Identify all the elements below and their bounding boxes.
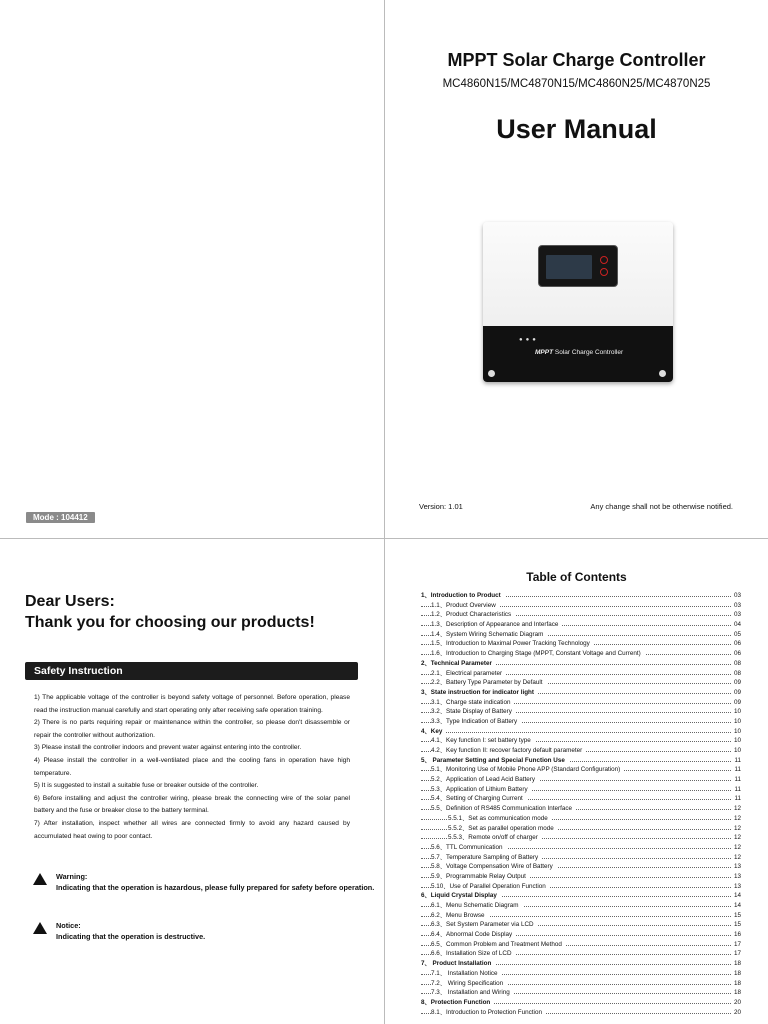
toc-dot-leader (421, 732, 731, 733)
toc-entry-title: 5.5.2、Set as parallel operation mode (448, 824, 558, 834)
section-title-bar (25, 662, 358, 680)
toc-entry-page: 09 (731, 688, 741, 698)
list-item: 7) After installation, inspect whether all wires are connected firmly to avoid any hazard caused by accumulated heat owing to poor contact. (34, 819, 350, 840)
toc-entry[interactable] (421, 959, 741, 969)
toc-entry[interactable] (421, 949, 741, 959)
device-screw-icon (488, 370, 495, 377)
toc-entry[interactable] (421, 804, 741, 814)
toc-entry-title: 5.5、Definition of RS485 Communication Interface (431, 804, 576, 814)
safety-instruction-page (0, 539, 384, 1024)
list-item: 5) It is suggested to install a suitable fuse or breaker outside of the controller. (34, 782, 259, 790)
toc-entry-title: 5.6、TTL Communication (431, 843, 507, 853)
toc-entry-title: 4、Key (421, 727, 446, 737)
device-lcd-panel (538, 245, 618, 287)
toc-entry[interactable] (421, 785, 741, 795)
toc-entry[interactable] (421, 862, 741, 872)
toc-entry-title: 6、Liquid Crystal Display (421, 891, 501, 901)
toc-entry-title: 2.2、Battery Type Parameter by Default (431, 678, 547, 688)
mode-badge: Mode : 104412 (26, 512, 95, 523)
toc-entry-title: 5.1、Monitoring Use of Mobile Phone APP (Standard Configuration) (431, 765, 624, 775)
toc-entry[interactable] (421, 843, 741, 853)
toc-entry-title: 5.4、Setting of Charging Current (431, 794, 527, 804)
toc-entry[interactable] (421, 891, 741, 901)
toc-list (421, 591, 741, 1017)
toc-entry-title: 6.3、Set System Parameter via LCD (431, 920, 538, 930)
toc-entry-page: 14 (731, 901, 741, 911)
toc-entry-page: 18 (731, 988, 741, 998)
back-cover-page (0, 0, 384, 538)
toc-entry-page: 20 (731, 1008, 741, 1018)
toc-entry-title: 5、 Parameter Setting and Special Function Use (421, 756, 569, 766)
toc-entry[interactable] (421, 988, 741, 998)
toc-entry-title: 1、Introduction to Product (421, 591, 505, 601)
toc-entry-title: 5.2、Application of Lead Acid Battery (431, 775, 539, 785)
device-button-icon (600, 256, 608, 264)
toc-entry-title: 7.3、 Installation and Wiring (431, 988, 514, 998)
toc-entry-title: 5.3、Application of Lithium Battery (431, 785, 532, 795)
toc-entry[interactable] (421, 736, 741, 746)
toc-entry-title: 3.2、State Display of Battery (431, 707, 516, 717)
toc-entry[interactable] (421, 794, 741, 804)
toc-entry-title: 2.1、Electrical parameter (431, 669, 506, 679)
toc-entry-page: 15 (731, 911, 741, 921)
toc-entry[interactable] (421, 1008, 741, 1018)
toc-entry-page: 03 (731, 601, 741, 611)
toc-entry-page: 18 (731, 959, 741, 969)
toc-entry[interactable] (421, 765, 741, 775)
toc-entry-page: 17 (731, 949, 741, 959)
toc-entry-title: 1.4、System Wiring Schematic Diagram (431, 630, 547, 640)
toc-entry[interactable] (421, 872, 741, 882)
list-item: 4) Please install the controller in a well-ventilated place and the cooling fans in operation have high temperature. (34, 756, 350, 777)
toc-entry-page: 10 (731, 707, 741, 717)
toc-entry[interactable] (421, 746, 741, 756)
toc-entry-title: 1.6、Introduction to Charging Stage (MPPT, Constant Voltage and Current) (431, 649, 645, 659)
toc-entry-page: 04 (731, 620, 741, 630)
toc-entry-page: 09 (731, 678, 741, 688)
version-text: Version: 1.01 (419, 502, 463, 511)
toc-entry-page: 10 (731, 736, 741, 746)
toc-entry-title: 5.5.3、Remote on/off of charger (448, 833, 542, 843)
toc-entry[interactable] (421, 882, 741, 892)
toc-entry[interactable] (421, 601, 741, 611)
toc-entry-title: 6.6、Installation Size of LCD (431, 949, 516, 959)
toc-entry-title: 3.1、Charge state indication (431, 698, 514, 708)
toc-entry-title: 1.1、Product Overview (431, 601, 500, 611)
toc-entry-page: 10 (731, 727, 741, 737)
toc-entry-title: 6.1、Menu Schematic Diagram (431, 901, 523, 911)
toc-entry-page: 12 (731, 833, 741, 843)
toc-entry[interactable] (421, 727, 741, 737)
toc-entry-page: 11 (731, 785, 741, 795)
toc-entry[interactable] (421, 659, 741, 669)
toc-entry-page: 08 (731, 669, 741, 679)
toc-entry-title: 4.2、Key function II: recover factory default parameter (431, 746, 586, 756)
warning-text: Indicating that the operation is hazardous, please fully prepared for safety before operation. (56, 883, 375, 892)
cover-manual-title: User Manual (496, 114, 657, 144)
toc-entry-page: 11 (731, 765, 741, 775)
cover-title: MPPT Solar Charge Controller (447, 50, 706, 70)
table-of-contents-page (385, 539, 768, 1024)
toc-entry[interactable] (421, 610, 741, 620)
toc-entry-page: 18 (731, 969, 741, 979)
toc-entry-title: 5.9、Programmable Relay Output (431, 872, 530, 882)
list-item: 6) Before installing and adjust the controller wiring, please break the connecting wire of the solar panel battery and the fuse or breaker close to the battery terminal. (34, 794, 350, 815)
toc-entry-title: 8、Protection Function (421, 998, 494, 1008)
toc-entry-title: 1.3、Description of Appearance and Interface (431, 620, 562, 630)
toc-entry-title: 5.8、Voltage Compensation Wire of Battery (431, 862, 557, 872)
device-led-indicators: ●●● (519, 337, 539, 343)
toc-entry[interactable] (421, 979, 741, 989)
device-label: MPPT Solar Charge Controller (535, 349, 624, 356)
greeting-heading: Dear Users: Thank you for choosing our products! (25, 593, 315, 631)
toc-entry-page: 11 (731, 794, 741, 804)
product-photo (483, 222, 673, 384)
toc-entry[interactable] (421, 998, 741, 1008)
toc-entry-page: 12 (731, 824, 741, 834)
toc-entry-title: 7、 Product Installation (421, 959, 495, 969)
toc-entry-title: 8.1、Introduction to Protection Function (431, 1008, 546, 1018)
list-item: 3) Please install the controller indoors and prevent water against entering into the controller. (34, 744, 302, 752)
toc-entry-page: 12 (731, 814, 741, 824)
list-item: 1) The applicable voltage of the controller is beyond safety voltage of personnel. Before operation, please read the instruction manual carefully and start operating only after receiving safe operation training. (34, 694, 350, 714)
toc-entry[interactable] (421, 698, 741, 708)
toc-entry[interactable] (421, 824, 741, 834)
toc-entry-title: 5.7、Temperature Sampling of Battery (431, 853, 542, 863)
toc-entry[interactable] (421, 853, 741, 863)
toc-entry-page: 05 (731, 630, 741, 640)
toc-entry-page: 03 (731, 591, 741, 601)
toc-entry-page: 11 (731, 775, 741, 785)
toc-entry[interactable] (421, 591, 741, 601)
toc-entry[interactable] (421, 814, 741, 824)
toc-entry-title: 3.3、Type Indication of Battery (431, 717, 521, 727)
toc-entry-page: 15 (731, 920, 741, 930)
warning-triangle-icon (33, 873, 47, 885)
notice-label: Notice: (56, 921, 81, 930)
toc-entry[interactable] (421, 717, 741, 727)
cover-model-list: MC4860N15/MC4870N15/MC4860N25/MC4870N25 (442, 78, 711, 90)
toc-entry[interactable] (421, 630, 741, 640)
device-button-icon (600, 268, 608, 276)
toc-entry-page: 12 (731, 853, 741, 863)
toc-entry-page: 03 (731, 610, 741, 620)
toc-entry[interactable] (421, 940, 741, 950)
toc-entry-page: 13 (731, 872, 741, 882)
toc-entry[interactable] (421, 678, 741, 688)
toc-entry-title: 2、Technical Parameter (421, 659, 496, 669)
toc-entry[interactable] (421, 833, 741, 843)
toc-entry-page: 10 (731, 746, 741, 756)
toc-entry[interactable] (421, 969, 741, 979)
toc-entry-page: 12 (731, 843, 741, 853)
toc-entry-page: 06 (731, 639, 741, 649)
toc-entry[interactable] (421, 901, 741, 911)
toc-entry-title: 7.1、 Installation Notice (431, 969, 502, 979)
toc-entry-page: 09 (731, 698, 741, 708)
toc-entry-page: 16 (731, 930, 741, 940)
toc-entry-page: 20 (731, 998, 741, 1008)
toc-entry-page: 14 (731, 891, 741, 901)
toc-entry[interactable] (421, 911, 741, 921)
toc-entry-page: 18 (731, 979, 741, 989)
notice-text: Indicating that the operation is destructive. (56, 932, 206, 941)
section-title: Safety Instruction (34, 665, 123, 677)
list-item: 2) There is no parts requiring repair or maintenance within the controller, so please don't disassemble or repair the controller without authorization. (34, 719, 350, 739)
toc-entry-title: 3、State instruction for indicator light (421, 688, 538, 698)
toc-entry-page: 13 (731, 862, 741, 872)
toc-entry[interactable] (421, 639, 741, 649)
toc-entry[interactable] (421, 669, 741, 679)
toc-entry-title: 6.2、Menu Browse (431, 911, 489, 921)
toc-entry-page: 12 (731, 804, 741, 814)
toc-entry-title: 5.10、Use of Parallel Operation Function (431, 882, 550, 892)
toc-entry[interactable] (421, 649, 741, 659)
toc-entry[interactable] (421, 688, 741, 698)
toc-entry[interactable] (421, 930, 741, 940)
toc-title: Table of Contents (526, 570, 627, 584)
toc-entry[interactable] (421, 920, 741, 930)
toc-entry[interactable] (421, 707, 741, 717)
front-cover-page (385, 0, 768, 538)
toc-entry-title: 6.5、Common Problem and Treatment Method (431, 940, 566, 950)
toc-entry-title: 4.1、Key function I: set battery type (431, 736, 535, 746)
device-screw-icon (659, 370, 666, 377)
safety-instruction-list (34, 692, 350, 843)
toc-entry[interactable] (421, 756, 741, 766)
device-lcd-screen (546, 255, 592, 279)
toc-entry-title: 5.5.1、Set as communication mode (448, 814, 552, 824)
toc-entry-page: 10 (731, 717, 741, 727)
toc-entry-page: 13 (731, 882, 741, 892)
toc-entry-page: 11 (731, 756, 741, 766)
change-notice-text: Any change shall not be otherwise notified. (590, 502, 733, 511)
warning-label: Warning: (56, 872, 88, 881)
toc-entry-title: 1.2、Product Characteristics (431, 610, 515, 620)
toc-entry-page: 17 (731, 940, 741, 950)
toc-entry-title: 6.4、Abnormal Code Display (431, 930, 516, 940)
toc-entry-title: 7.2、 Wiring Specification (431, 979, 507, 989)
toc-entry-page: 08 (731, 659, 741, 669)
notice-triangle-icon (33, 922, 47, 934)
toc-entry-title: 1.5、Introduction to Maximal Power Tracking Technology (431, 639, 594, 649)
toc-entry[interactable] (421, 620, 741, 630)
toc-entry[interactable] (421, 775, 741, 785)
toc-entry-page: 06 (731, 649, 741, 659)
